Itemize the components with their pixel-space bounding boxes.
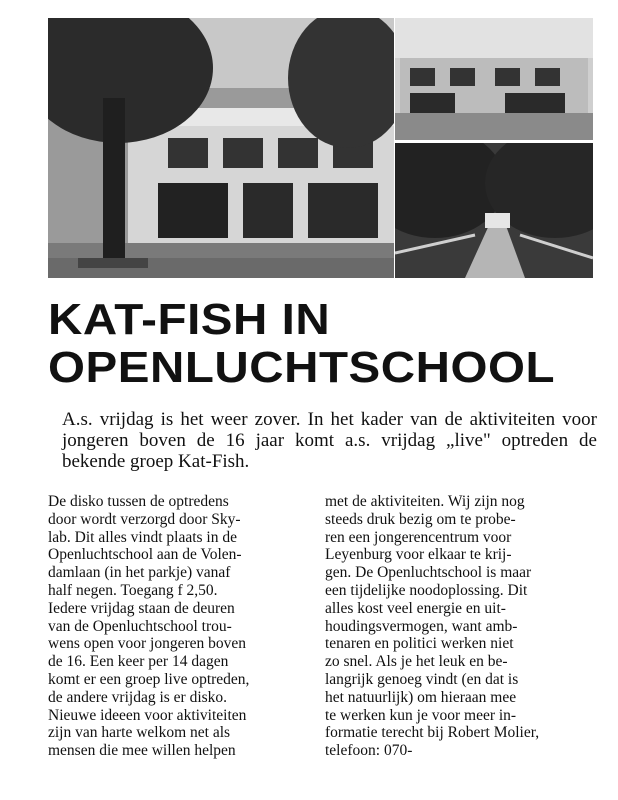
article-column-right: met de aktiviteiten. Wij zijn nog steeds druk bezig om te probe- ren een jongerencentrum voor Leyenburg voor elkaar te krij- gen. De Openluchtschool is maar een tijdelijke noodoplossing. Dit alles kost veel energie en uit- houdingsvermogen, want amb- tenaren en politici werken niet zo snel. Als je het leuk en be- langrijk genoeg vindt (en dat is het natuurlijk) om hieraan mee te werken kun je voor meer in- formatie terecht bij Robert Molier, telefoon: 070-	[325, 493, 540, 760]
headline-line-1: KAT-FISH IN	[48, 295, 331, 344]
headline-line-2: OPENLUCHTSCHOOL	[48, 343, 556, 392]
article-headline	[48, 296, 618, 392]
photo-building-tree	[48, 18, 394, 278]
article-column-left: De disko tussen de optredens door wordt verzorgd door Sky- lab. Dit alles vindt plaats in de Openluchtschool aan de Volen- damlaan (in het parkje) vanaf half negen. Toegang f 2,50. Iedere vrijdag staan de deuren van de Openluchtschool trou- wens open voor jongeren boven de 16. Een keer per 14 dagen komt er een groep live optreden, de andere vrijdag is er disko. Nieuwe ideeen voor aktiviteiten zijn van harte welkom net als mensen die mee willen helpen	[48, 493, 250, 760]
photo-park-path	[395, 143, 593, 278]
photo-building-facade	[395, 18, 593, 140]
article-lead: A.s. vrijdag is het weer zover. In het kader van de aktiviteiten voor jongeren boven de 16 jaar komt a.s. vrijdag „live" optreden de bekende groep Kat-Fish.	[62, 409, 597, 472]
